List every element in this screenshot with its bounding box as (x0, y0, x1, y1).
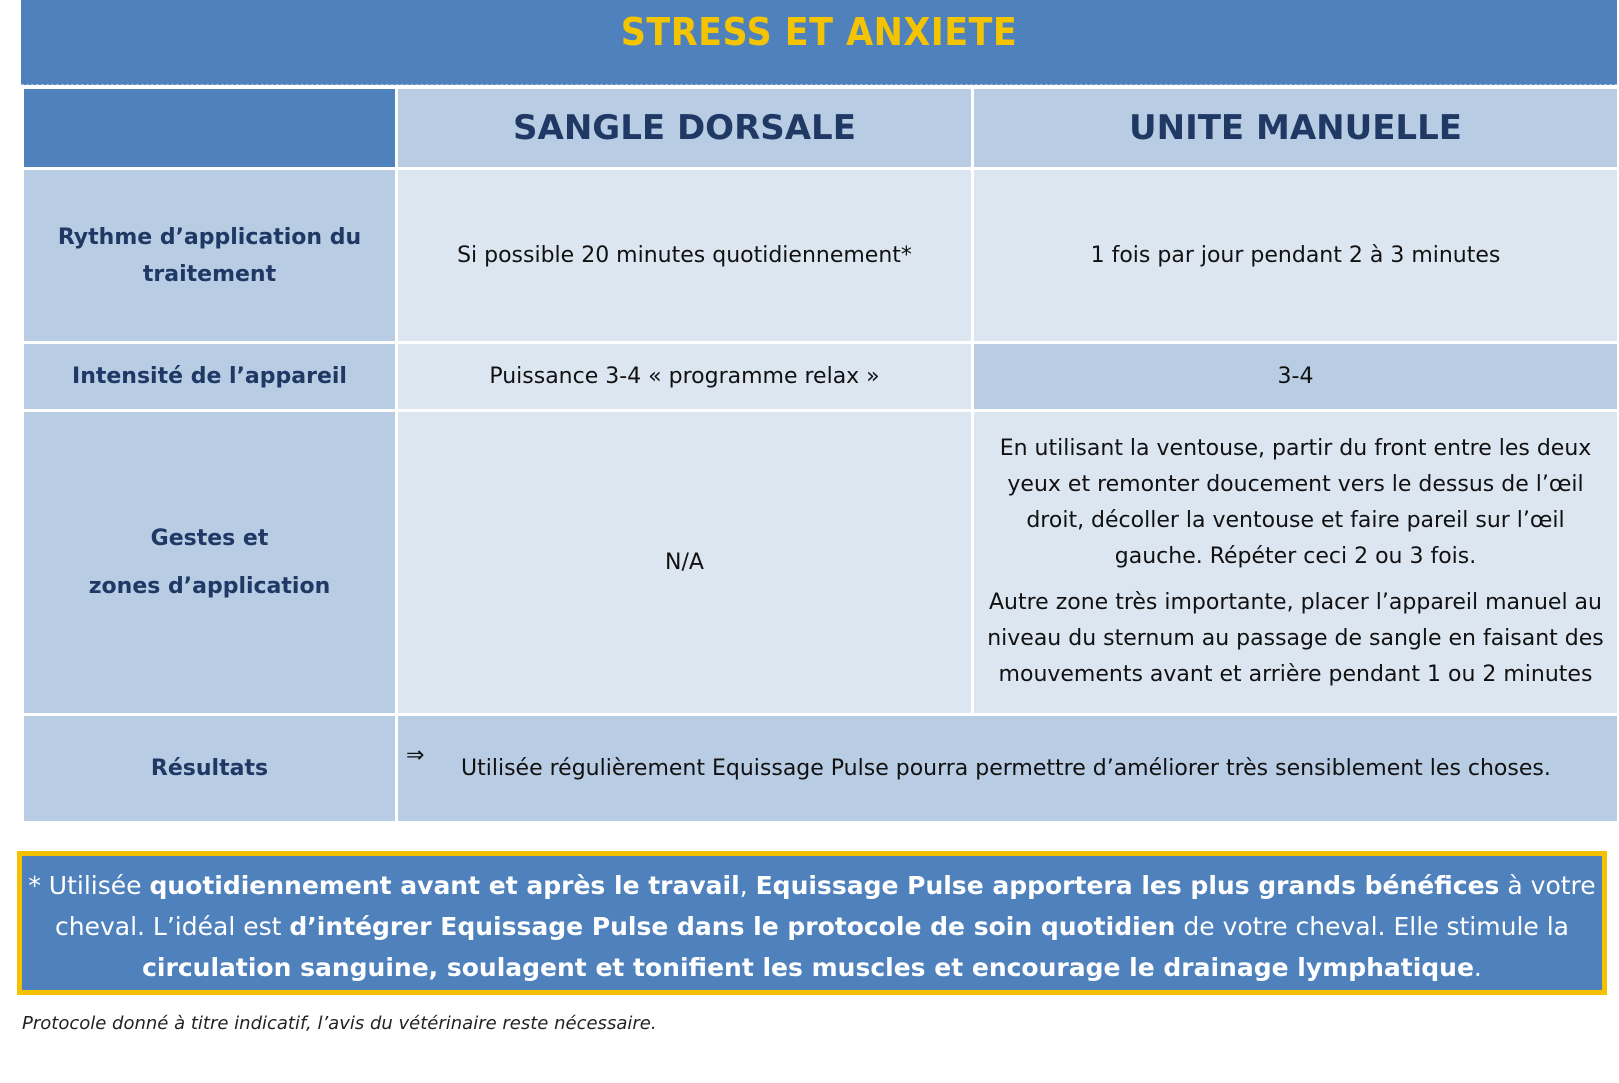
row-label-resultats: Résultats (23, 715, 397, 823)
note-text-part: à votre cheval. L’idéal est (55, 871, 1596, 941)
column-header-sangle-dorsale: SANGLE DORSALE (397, 88, 973, 169)
cell-gestes-sangle: N/A (397, 411, 973, 715)
title-band (21, 0, 1617, 85)
table-row-gestes (23, 411, 1619, 715)
note-bold-part: Equissage Pulse apportera les plus grands bénéfices (755, 871, 1500, 900)
note-text (22, 856, 1602, 988)
table-row-intensite (23, 343, 1619, 411)
note-text-part: . (1473, 953, 1482, 982)
table-row-resultats (23, 715, 1619, 823)
header-row (23, 88, 1619, 169)
resultats-text: Utilisée régulièrement Equissage Pulse pourra permettre d’améliorer très sensiblement les choses. (461, 755, 1551, 781)
cell-rythme-unite: 1 fois par jour pendant 2 à 3 minutes (973, 169, 1619, 343)
row-label-rythme (23, 169, 397, 343)
gestes-paragraph-1: En utilisant la ventouse, partir du front entre les deux yeux et remonter doucement vers le dessus de l’œil droit, décoller la ventouse et faire pareil sur l’œil gauche. Répéter ceci 2 ou 3 fois. (999, 435, 1592, 569)
arrow-icon: ⇒ (406, 743, 425, 768)
row-label-gestes (23, 411, 397, 715)
row-label-rythme-line2: traitement (142, 261, 277, 287)
row-label-gestes-line1: Gestes et (150, 525, 269, 551)
gestes-paragraph-2: Autre zone très importante, placer l’appareil manuel au niveau du sternum au passage de sangle en faisant des mouvements avant et arrière pendant 1 ou 2 minutes (987, 589, 1604, 687)
note-box (17, 851, 1607, 995)
table-row-rythme (23, 169, 1619, 343)
gestes-description (974, 427, 1617, 699)
cell-intensite-unite: 3-4 (973, 343, 1619, 411)
footer-disclaimer: Protocole donné à titre indicatif, l’avis du vétérinaire reste nécessaire. (22, 1013, 657, 1034)
note-text-part: , (739, 871, 756, 900)
cell-gestes-unite (973, 411, 1619, 715)
row-label-intensite: Intensité de l’appareil (23, 343, 397, 411)
cell-intensite-sangle: Puissance 3-4 « programme relax » (397, 343, 973, 411)
cell-rythme-sangle: Si possible 20 minutes quotidiennement* (397, 169, 973, 343)
row-label-rythme-line1: Rythme d’application du (57, 224, 362, 250)
row-label-gestes-line2: zones d’application (88, 573, 331, 599)
note-text-part: * Utilisée (28, 871, 150, 900)
header-blank-cell (23, 88, 397, 169)
column-header-unite-manuelle: UNITE MANUELLE (973, 88, 1619, 169)
note-text-part: de votre cheval. Elle stimule la (1175, 912, 1569, 941)
protocol-table (21, 86, 1619, 824)
cell-resultats (397, 715, 1619, 823)
page-title: STRESS ET ANXIETE (620, 10, 1018, 54)
note-bold-part: quotidiennement avant et après le travail (149, 871, 740, 900)
note-bold-part: circulation sanguine, soulagent et tonifient les muscles et encourage le drainage lymphatique (142, 953, 1474, 982)
note-bold-part: d’intégrer Equissage Pulse dans le protocole de soin quotidien (289, 912, 1176, 941)
